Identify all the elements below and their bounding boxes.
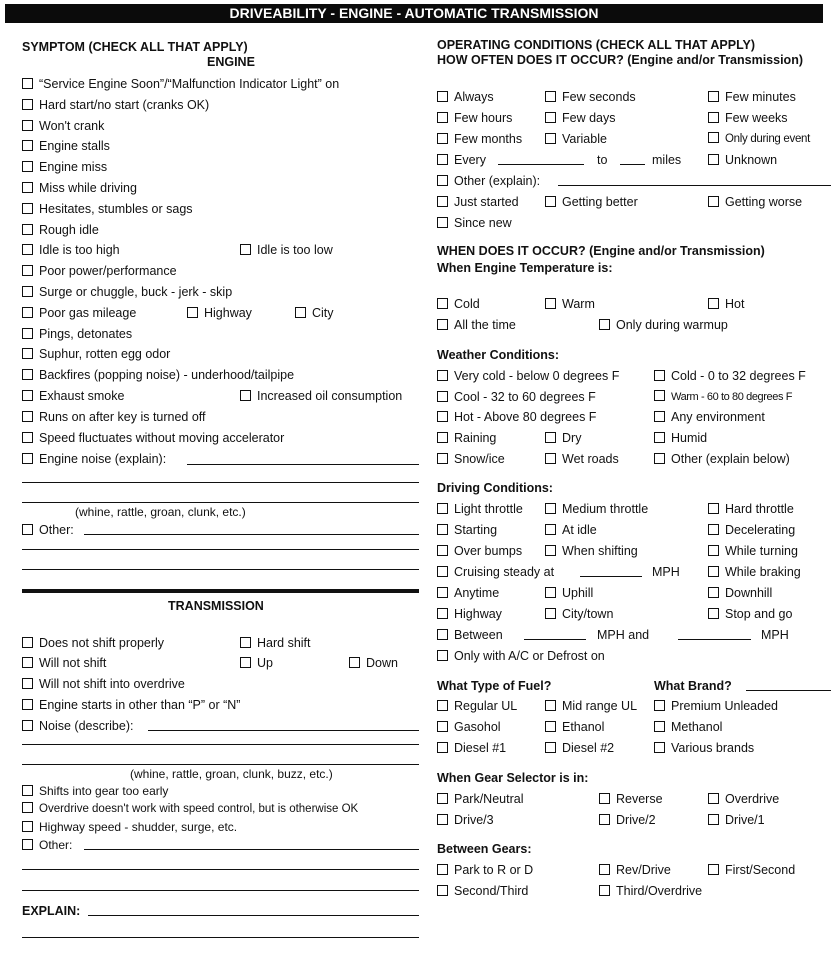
trans-symptom-row[interactable]: Overdrive doesn't work with speed control, but is otherwise OK: [22, 802, 358, 816]
gear-option[interactable]: Overdrive: [708, 792, 779, 806]
engine-symptom-row[interactable]: Surge or chuggle, buck - jerk - skip: [22, 285, 232, 299]
checkbox[interactable]: [22, 821, 33, 832]
checkbox[interactable]: [437, 298, 448, 309]
freq-option[interactable]: Few hours: [437, 111, 512, 125]
checkbox[interactable]: [22, 785, 33, 796]
checkbox[interactable]: [295, 307, 306, 318]
checkbox[interactable]: [708, 587, 719, 598]
freq-option[interactable]: Getting worse: [708, 195, 802, 209]
checkbox[interactable]: [437, 432, 448, 443]
checkbox[interactable]: [22, 203, 33, 214]
gear-option[interactable]: Drive/2: [599, 813, 656, 827]
checkbox[interactable]: [654, 411, 665, 422]
checkbox[interactable]: [545, 298, 556, 309]
write-line[interactable]: [22, 549, 419, 550]
driving-option[interactable]: At idle: [545, 523, 597, 537]
trans-symptom-row[interactable]: Will not shift into overdrive: [22, 677, 185, 691]
driving-option[interactable]: City/town: [545, 607, 613, 621]
freq-option[interactable]: Few months: [437, 132, 522, 146]
engine-symptom-row[interactable]: Idle is too low: [240, 243, 333, 257]
engine-symptom-row[interactable]: Idle is too high: [22, 243, 120, 257]
checkbox[interactable]: [708, 196, 719, 207]
gear-option[interactable]: Reverse: [599, 792, 663, 806]
freq-option[interactable]: Few days: [545, 111, 616, 125]
between-speed-blank-2[interactable]: [678, 639, 751, 640]
checkbox[interactable]: [437, 814, 448, 825]
temp-option[interactable]: Warm: [545, 297, 595, 311]
engine-noise-row[interactable]: Engine noise (explain):: [22, 452, 166, 466]
checkbox[interactable]: [599, 319, 610, 330]
between-gears-option[interactable]: Third/Overdrive: [599, 884, 702, 898]
checkbox[interactable]: [545, 91, 556, 102]
freq-other-row[interactable]: Other (explain):: [437, 174, 540, 188]
engine-symptom-row[interactable]: Engine miss: [22, 160, 107, 174]
checkbox[interactable]: [22, 120, 33, 131]
engine-symptom-row[interactable]: Backfires (popping noise) - underhood/tailpipe: [22, 368, 294, 382]
checkbox[interactable]: [708, 298, 719, 309]
checkbox[interactable]: [22, 99, 33, 110]
driving-option[interactable]: When shifting: [545, 544, 638, 558]
transmission-header: TRANSMISSION: [168, 599, 264, 613]
driving-option[interactable]: Downhill: [708, 586, 772, 600]
freq-option[interactable]: Variable: [545, 132, 607, 146]
write-line[interactable]: [22, 482, 419, 483]
checkbox[interactable]: [240, 657, 251, 668]
driving-option[interactable]: Over bumps: [437, 544, 522, 558]
gear-header: When Gear Selector is in:: [437, 771, 589, 785]
checkbox[interactable]: [240, 637, 251, 648]
checkbox[interactable]: [545, 721, 556, 732]
checkbox[interactable]: [437, 608, 448, 619]
section-divider: [22, 589, 419, 593]
driving-option[interactable]: Starting: [437, 523, 497, 537]
driving-option[interactable]: Highway: [437, 607, 502, 621]
weather-option[interactable]: Cold - 0 to 32 degrees F: [654, 369, 806, 383]
checkbox[interactable]: [437, 133, 448, 144]
checkbox[interactable]: [437, 587, 448, 598]
miles-label: miles: [652, 153, 682, 167]
weather-option[interactable]: Hot - Above 80 degrees F: [437, 410, 596, 424]
checkbox[interactable]: [437, 566, 448, 577]
checkbox[interactable]: [22, 244, 33, 255]
checkbox[interactable]: [22, 390, 33, 401]
fuel-header: What Type of Fuel?: [437, 679, 552, 693]
engine-symptom-row[interactable]: “Service Engine Soon”/“Malfunction Indicator Light” on: [22, 77, 339, 91]
fuel-option[interactable]: Ethanol: [545, 720, 604, 734]
checkbox[interactable]: [240, 390, 251, 401]
checkbox[interactable]: [545, 545, 556, 556]
engine-symptom-row[interactable]: Runs on after key is turned off: [22, 410, 206, 424]
checkbox[interactable]: [22, 182, 33, 193]
checkbox[interactable]: [437, 864, 448, 875]
checkbox[interactable]: [708, 814, 719, 825]
checkbox[interactable]: [187, 307, 198, 318]
checkbox[interactable]: [22, 678, 33, 689]
checkbox[interactable]: [437, 370, 448, 381]
freq-option[interactable]: Just started: [437, 195, 519, 209]
mph-label: MPH: [652, 565, 680, 579]
driving-option[interactable]: Uphill: [545, 586, 593, 600]
trans-symptom-row[interactable]: Up: [240, 656, 273, 670]
checkbox[interactable]: [437, 793, 448, 804]
freq-option[interactable]: Few seconds: [545, 90, 636, 104]
checkbox[interactable]: [654, 742, 665, 753]
weather-option[interactable]: Humid: [654, 431, 707, 445]
engine-symptom-row[interactable]: Poor gas mileage: [22, 306, 136, 320]
checkbox[interactable]: [437, 411, 448, 422]
gear-option[interactable]: Drive/1: [708, 813, 765, 827]
checkbox[interactable]: [437, 885, 448, 896]
checkbox[interactable]: [708, 545, 719, 556]
checkbox[interactable]: [545, 700, 556, 711]
checkbox[interactable]: [22, 286, 33, 297]
driving-option[interactable]: Decelerating: [708, 523, 795, 537]
checkbox[interactable]: [22, 348, 33, 359]
brand-header: What Brand?: [654, 679, 732, 693]
checkbox[interactable]: [708, 503, 719, 514]
checkbox[interactable]: [437, 112, 448, 123]
checkbox[interactable]: [545, 503, 556, 514]
explain-label: EXPLAIN:: [22, 904, 81, 918]
miles-blank[interactable]: [620, 164, 645, 165]
trans-noise-hint: (whine, rattle, groan, clunk, buzz, etc.): [130, 767, 333, 781]
checkbox[interactable]: [599, 885, 610, 896]
checkbox[interactable]: [22, 720, 33, 731]
fuel-option[interactable]: Regular UL: [437, 699, 517, 713]
trans-other-row[interactable]: Other:: [22, 838, 72, 852]
write-line[interactable]: [22, 890, 419, 891]
engine-symptom-row[interactable]: Won't crank: [22, 119, 104, 133]
checkbox[interactable]: [437, 391, 448, 402]
weather-option[interactable]: Dry: [545, 431, 581, 445]
write-line[interactable]: [22, 869, 419, 870]
weather-option[interactable]: Very cold - below 0 degrees F: [437, 369, 619, 383]
engine-symptom-row[interactable]: Rough idle: [22, 223, 99, 237]
fuel-option[interactable]: Diesel #1: [437, 741, 506, 755]
driving-option[interactable]: Hard throttle: [708, 502, 794, 516]
checkbox[interactable]: [437, 196, 448, 207]
fuel-option[interactable]: Diesel #2: [545, 741, 614, 755]
checkbox[interactable]: [654, 453, 665, 464]
checkbox[interactable]: [708, 566, 719, 577]
checkbox[interactable]: [437, 650, 448, 661]
trans-symptom-row[interactable]: Down: [349, 656, 398, 670]
checkbox[interactable]: [22, 637, 33, 648]
checkbox[interactable]: [708, 91, 719, 102]
driving-option[interactable]: Anytime: [437, 586, 499, 600]
temperature-header: When Engine Temperature is:: [437, 261, 613, 275]
weather-header: Weather Conditions:: [437, 348, 559, 362]
symptom-header: SYMPTOM (CHECK ALL THAT APPLY): [22, 40, 248, 54]
engine-symptom-row[interactable]: Speed fluctuates without moving accelerator: [22, 431, 284, 445]
checkbox[interactable]: [437, 175, 448, 186]
checkbox[interactable]: [22, 411, 33, 422]
between-gears-option[interactable]: First/Second: [708, 863, 795, 877]
explain-line[interactable]: [88, 915, 419, 916]
fuel-option[interactable]: Premium Unleaded: [654, 699, 778, 713]
temp-option[interactable]: Hot: [708, 297, 744, 311]
engine-symptom-row[interactable]: Engine stalls: [22, 139, 110, 153]
temp-option[interactable]: All the time: [437, 318, 516, 332]
weather-option[interactable]: Cool - 32 to 60 degrees F: [437, 390, 596, 404]
fuel-option[interactable]: Methanol: [654, 720, 722, 734]
checkbox[interactable]: [22, 524, 33, 535]
checkbox[interactable]: [708, 132, 719, 143]
engine-symptom-row[interactable]: Hard start/no start (cranks OK): [22, 98, 209, 112]
freq-option[interactable]: Getting better: [545, 195, 638, 209]
checkbox[interactable]: [654, 700, 665, 711]
weather-option[interactable]: Other (explain below): [654, 452, 790, 466]
checkbox[interactable]: [708, 864, 719, 875]
trans-symptom-row[interactable]: Hard shift: [240, 636, 311, 650]
checkbox[interactable]: [654, 390, 665, 401]
engine-noise-line[interactable]: [187, 464, 419, 465]
freq-option[interactable]: Only during event: [708, 132, 810, 146]
engine-symptom-row[interactable]: Highway: [187, 306, 252, 320]
checkbox[interactable]: [654, 370, 665, 381]
trans-noise-row[interactable]: Noise (describe):: [22, 719, 133, 733]
engine-symptom-row[interactable]: Miss while driving: [22, 181, 137, 195]
engine-symptom-row[interactable]: Poor power/performance: [22, 264, 177, 278]
checkbox[interactable]: [545, 587, 556, 598]
checkbox[interactable]: [545, 742, 556, 753]
freq-other-line[interactable]: [558, 185, 831, 186]
write-line[interactable]: [22, 937, 419, 938]
freq-option[interactable]: Few minutes: [708, 90, 796, 104]
checkbox[interactable]: [22, 369, 33, 380]
checkbox[interactable]: [240, 244, 251, 255]
cruising-speed-blank[interactable]: [580, 576, 642, 577]
temp-option[interactable]: Only during warmup: [599, 318, 728, 332]
gear-option[interactable]: Drive/3: [437, 813, 494, 827]
checkbox[interactable]: [654, 721, 665, 732]
freq-option[interactable]: Unknown: [708, 153, 777, 167]
trans-other-line[interactable]: [84, 849, 419, 850]
checkbox[interactable]: [22, 432, 33, 443]
to-label: to: [597, 153, 608, 167]
checkbox[interactable]: [437, 742, 448, 753]
checkbox[interactable]: [545, 453, 556, 464]
checkbox[interactable]: [22, 78, 33, 89]
freq-option[interactable]: Since new: [437, 216, 512, 230]
trans-symptom-row[interactable]: Shifts into gear too early: [22, 784, 168, 798]
mph-and-label: MPH and: [597, 628, 650, 642]
checkbox[interactable]: [545, 608, 556, 619]
engine-header: ENGINE: [207, 55, 255, 69]
trans-symptom-row[interactable]: Engine starts in other than “P” or “N”: [22, 698, 240, 712]
checkbox[interactable]: [437, 700, 448, 711]
driving-between-row[interactable]: Between: [437, 628, 503, 642]
checkbox[interactable]: [437, 154, 448, 165]
checkbox[interactable]: [437, 217, 448, 228]
engine-symptom-row[interactable]: Hesitates, stumbles or sags: [22, 202, 193, 216]
checkbox[interactable]: [22, 802, 33, 813]
every-blank[interactable]: [498, 164, 584, 165]
between-gears-option[interactable]: Park to R or D: [437, 863, 533, 877]
checkbox[interactable]: [599, 793, 610, 804]
driving-option[interactable]: While braking: [708, 565, 801, 579]
checkbox[interactable]: [654, 432, 665, 443]
engine-noise-hint: (whine, rattle, groan, clunk, etc.): [75, 505, 246, 519]
driving-option[interactable]: While turning: [708, 544, 798, 558]
driving-cruising-row[interactable]: Cruising steady at: [437, 565, 554, 579]
checkbox[interactable]: [22, 161, 33, 172]
trans-noise-line[interactable]: [148, 730, 419, 731]
driving-option[interactable]: Medium throttle: [545, 502, 648, 516]
between-gears-header: Between Gears:: [437, 842, 532, 856]
frequency-header: HOW OFTEN DOES IT OCCUR? (Engine and/or Transmission): [437, 53, 803, 67]
checkbox[interactable]: [545, 133, 556, 144]
checkbox[interactable]: [545, 196, 556, 207]
checkbox[interactable]: [437, 319, 448, 330]
brand-blank[interactable]: [746, 690, 831, 691]
checkbox[interactable]: [22, 839, 33, 850]
engine-symptom-row[interactable]: City: [295, 306, 334, 320]
engine-symptom-row[interactable]: Increased oil consumption: [240, 389, 402, 403]
checkbox[interactable]: [22, 657, 33, 668]
checkbox[interactable]: [708, 608, 719, 619]
checkbox[interactable]: [437, 91, 448, 102]
checkbox[interactable]: [708, 524, 719, 535]
freq-option[interactable]: Always: [437, 90, 494, 104]
between-gears-option[interactable]: Rev/Drive: [599, 863, 671, 877]
checkbox[interactable]: [22, 453, 33, 464]
weather-option[interactable]: Raining: [437, 431, 496, 445]
checkbox[interactable]: [22, 307, 33, 318]
trans-symptom-row[interactable]: Does not shift properly: [22, 636, 164, 650]
weather-option[interactable]: Snow/ice: [437, 452, 505, 466]
checkbox[interactable]: [437, 545, 448, 556]
when-header: WHEN DOES IT OCCUR? (Engine and/or Transmission): [437, 244, 765, 258]
between-gears-option[interactable]: Second/Third: [437, 884, 528, 898]
checkbox[interactable]: [545, 112, 556, 123]
fuel-option[interactable]: Various brands: [654, 741, 754, 755]
checkbox[interactable]: [545, 432, 556, 443]
temp-option[interactable]: Cold: [437, 297, 480, 311]
checkbox[interactable]: [22, 224, 33, 235]
engine-other-row[interactable]: Other:: [22, 523, 74, 537]
checkbox[interactable]: [437, 503, 448, 514]
checkbox[interactable]: [599, 864, 610, 875]
trans-symptom-row[interactable]: Highway speed - shudder, surge, etc.: [22, 820, 237, 834]
checkbox[interactable]: [22, 328, 33, 339]
engine-symptom-row[interactable]: Suphur, rotten egg odor: [22, 347, 170, 361]
engine-symptom-row[interactable]: Exhaust smoke: [22, 389, 124, 403]
fuel-option[interactable]: Gasohol: [437, 720, 501, 734]
form-title: DRIVEABILITY - ENGINE - AUTOMATIC TRANSMISSION: [5, 4, 823, 23]
checkbox[interactable]: [708, 154, 719, 165]
mph-label: MPH: [761, 628, 789, 642]
checkbox[interactable]: [22, 699, 33, 710]
gear-option[interactable]: Park/Neutral: [437, 792, 523, 806]
checkbox[interactable]: [437, 629, 448, 640]
checkbox[interactable]: [437, 453, 448, 464]
write-line[interactable]: [22, 764, 419, 765]
write-line[interactable]: [22, 744, 419, 745]
driving-option[interactable]: Only with A/C or Defrost on: [437, 649, 605, 663]
engine-other-line[interactable]: [84, 534, 419, 535]
checkbox[interactable]: [437, 721, 448, 732]
checkbox[interactable]: [437, 524, 448, 535]
driving-option[interactable]: Light throttle: [437, 502, 523, 516]
freq-every-row[interactable]: Every: [437, 153, 486, 167]
engine-symptom-row[interactable]: Pings, detonates: [22, 327, 132, 341]
checkbox[interactable]: [599, 814, 610, 825]
checkbox[interactable]: [22, 140, 33, 151]
write-line[interactable]: [22, 569, 419, 570]
checkbox[interactable]: [708, 793, 719, 804]
driving-option[interactable]: Stop and go: [708, 607, 792, 621]
weather-option[interactable]: Warm - 60 to 80 degrees F: [654, 390, 792, 404]
write-line[interactable]: [22, 502, 419, 503]
weather-option[interactable]: Any environment: [654, 410, 765, 424]
checkbox[interactable]: [708, 112, 719, 123]
freq-option[interactable]: Few weeks: [708, 111, 788, 125]
fuel-option[interactable]: Mid range UL: [545, 699, 637, 713]
driving-header: Driving Conditions:: [437, 481, 553, 495]
between-speed-blank-1[interactable]: [524, 639, 586, 640]
checkbox[interactable]: [22, 265, 33, 276]
operating-header: OPERATING CONDITIONS (CHECK ALL THAT APPLY): [437, 38, 756, 52]
checkbox[interactable]: [349, 657, 360, 668]
weather-option[interactable]: Wet roads: [545, 452, 619, 466]
trans-symptom-row[interactable]: Will not shift: [22, 656, 106, 670]
checkbox[interactable]: [545, 524, 556, 535]
